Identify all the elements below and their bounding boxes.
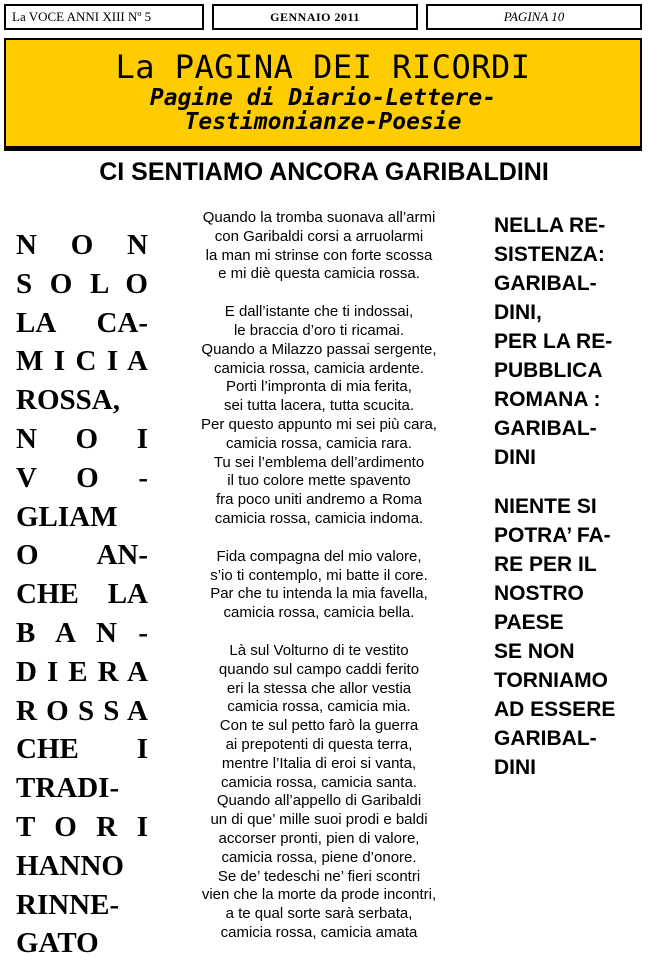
poem-line: ai prepotenti di questa terra, — [225, 735, 413, 753]
poem-line: Quando a Milazzo passai sergente, — [201, 340, 437, 358]
poem-line: camicia rossa, camicia santa. — [221, 773, 417, 791]
poem-line: camicia rossa, camicia amata — [220, 923, 418, 941]
right-column-line: TORNIAMO — [494, 669, 608, 692]
left-column-line: M I C I A — [16, 345, 148, 378]
poem-line: Quando la tromba suonava all’armi — [202, 209, 436, 226]
paragraph-break — [494, 472, 644, 492]
poem-line: accorser pronti, pien di valore, — [218, 829, 420, 847]
poem-line: camicia rossa, camicia indoma. — [214, 509, 424, 527]
left-column-line: D I E R A — [16, 655, 148, 688]
poem-line: vien che la morte da prode incontri, — [201, 886, 437, 904]
left-column-line: CHE I — [16, 733, 148, 766]
poem-line: camicia rossa, piene d’onore. — [221, 848, 417, 866]
poem-line: la man mi strinse con forte scossa — [205, 246, 433, 264]
left-column-line: TRADI- — [16, 772, 120, 805]
header-issue: La VOCE ANNI XIII Nº 5 — [4, 4, 204, 30]
poem-line: Fida compagna del mio valore, — [216, 547, 422, 565]
left-column-line: N O I — [16, 422, 148, 455]
poem-line: Con te sul petto farò la guerra — [219, 717, 419, 735]
stanza-break — [160, 529, 478, 548]
right-column-line: GARIBAL- — [494, 272, 597, 295]
banner-title: La PAGINA DEI RICORDI — [115, 48, 531, 86]
left-column-line: GLIAM — [16, 500, 118, 533]
header-date: GENNAIO 2011 — [212, 4, 418, 30]
poem-line: il tuo colore mette spavento — [227, 472, 411, 490]
left-column-line: RINNE- — [16, 888, 120, 921]
poem-line: quando sul campo caddi ferito — [218, 660, 420, 678]
right-column-line: SISTENZA: — [494, 243, 605, 266]
poem-line: Se de’ tedeschi ne’ fieri scontri — [217, 867, 421, 885]
section-banner — [4, 38, 642, 148]
right-column-line: GARIBAL- — [494, 417, 597, 440]
left-column-line: LA CA- — [16, 306, 148, 339]
right-column-line: GARIBAL- — [494, 727, 597, 750]
poem-line: Porti l’impronta di mia ferita, — [226, 378, 412, 396]
poem-line: eri la stessa che allor vestia — [226, 679, 412, 697]
banner-subtitle-line1: Pagine di Diario-Lettere- — [149, 85, 497, 111]
right-column-slogan — [494, 211, 644, 782]
poem-line: un di que’ mille suoi prodi e baldi — [210, 811, 428, 829]
left-column-line: HANNO — [16, 849, 124, 882]
poem-line: e mi diè questa camicia rossa. — [218, 265, 420, 283]
poem-line: E dall’istante che ti indossai, — [224, 303, 414, 321]
poem-text — [160, 209, 478, 943]
poem-line: fra poco uniti andremo a Roma — [216, 491, 422, 509]
poem-line: Tu sei l’emblema dell’ardimento — [213, 453, 425, 471]
right-column-line: PER LA RE- — [494, 330, 613, 353]
left-column-line: GATO — [16, 927, 99, 960]
stanza-break — [160, 623, 478, 642]
right-column-line: PUBBLICA — [494, 359, 603, 382]
poem-line: sei tutta lacera, tutta scucita. — [223, 397, 415, 415]
left-column-line: V O - — [16, 461, 148, 494]
right-column-line: DINI, — [494, 301, 542, 324]
left-column-line: B A N - — [16, 616, 148, 649]
banner-subtitle-line2: Testimonianze-Poesie — [184, 109, 462, 135]
right-column-line: ROMANA : — [494, 388, 601, 411]
left-column-slogan — [16, 226, 148, 963]
poem-line: le braccia d’oro ti ricamai. — [233, 321, 405, 339]
right-column-line: AD ESSERE — [494, 698, 616, 721]
poem-line: s’io ti contemplo, mi batte il core. — [210, 566, 428, 584]
poem-line: Là sul Volturno di te vestito — [229, 641, 409, 659]
left-column-line: S O L O — [16, 267, 148, 300]
stanza-break — [160, 284, 478, 303]
right-column-line: NOSTRO — [494, 582, 584, 605]
poem-line: Quando all’appello di Garibaldi — [216, 792, 422, 810]
poem-line: camicia rossa, camicia rara. — [226, 434, 412, 452]
left-column-line: O AN- — [16, 539, 148, 572]
header-page-number: PAGINA 10 — [426, 4, 642, 30]
poem-line: camicia rossa, camicia mia. — [227, 698, 411, 716]
left-column-line: CHE LA — [16, 578, 148, 611]
poem-line: Per questo appunto mi sei più cara, — [201, 415, 437, 433]
poem-line: camicia rossa, camicia ardente. — [213, 359, 425, 377]
poem-line: mentre l’Italia di eroi si vanta, — [221, 754, 417, 772]
right-column-line: NIENTE SI — [494, 495, 597, 518]
right-column-line: PAESE — [494, 611, 564, 634]
poem-line: a te qual sorte sarà serbata, — [225, 905, 413, 923]
left-column-line: N O N — [16, 229, 148, 261]
poem-line: camicia rossa, camicia bella. — [223, 604, 415, 622]
left-column-line: ROSSA, — [16, 384, 120, 417]
right-column-line: POTRA’ FA- — [494, 524, 611, 547]
right-column-line: SE NON — [494, 640, 575, 663]
poem-line: Par che tu intenda la mia favella, — [210, 585, 428, 603]
right-column-line: DINI — [494, 446, 536, 469]
article-title: CI SENTIAMO ANCORA GARIBALDINI — [99, 158, 549, 186]
left-column-line: R O S S A — [16, 694, 148, 727]
banner-divider — [4, 148, 642, 151]
right-column-line: DINI — [494, 756, 536, 779]
poem-line: con Garibaldi corsi a arruolarmi — [214, 227, 424, 245]
right-column-line: NELLA RE- — [494, 214, 606, 237]
right-column-line: RE PER IL — [494, 553, 597, 576]
left-column-line: T O R I — [16, 810, 148, 843]
